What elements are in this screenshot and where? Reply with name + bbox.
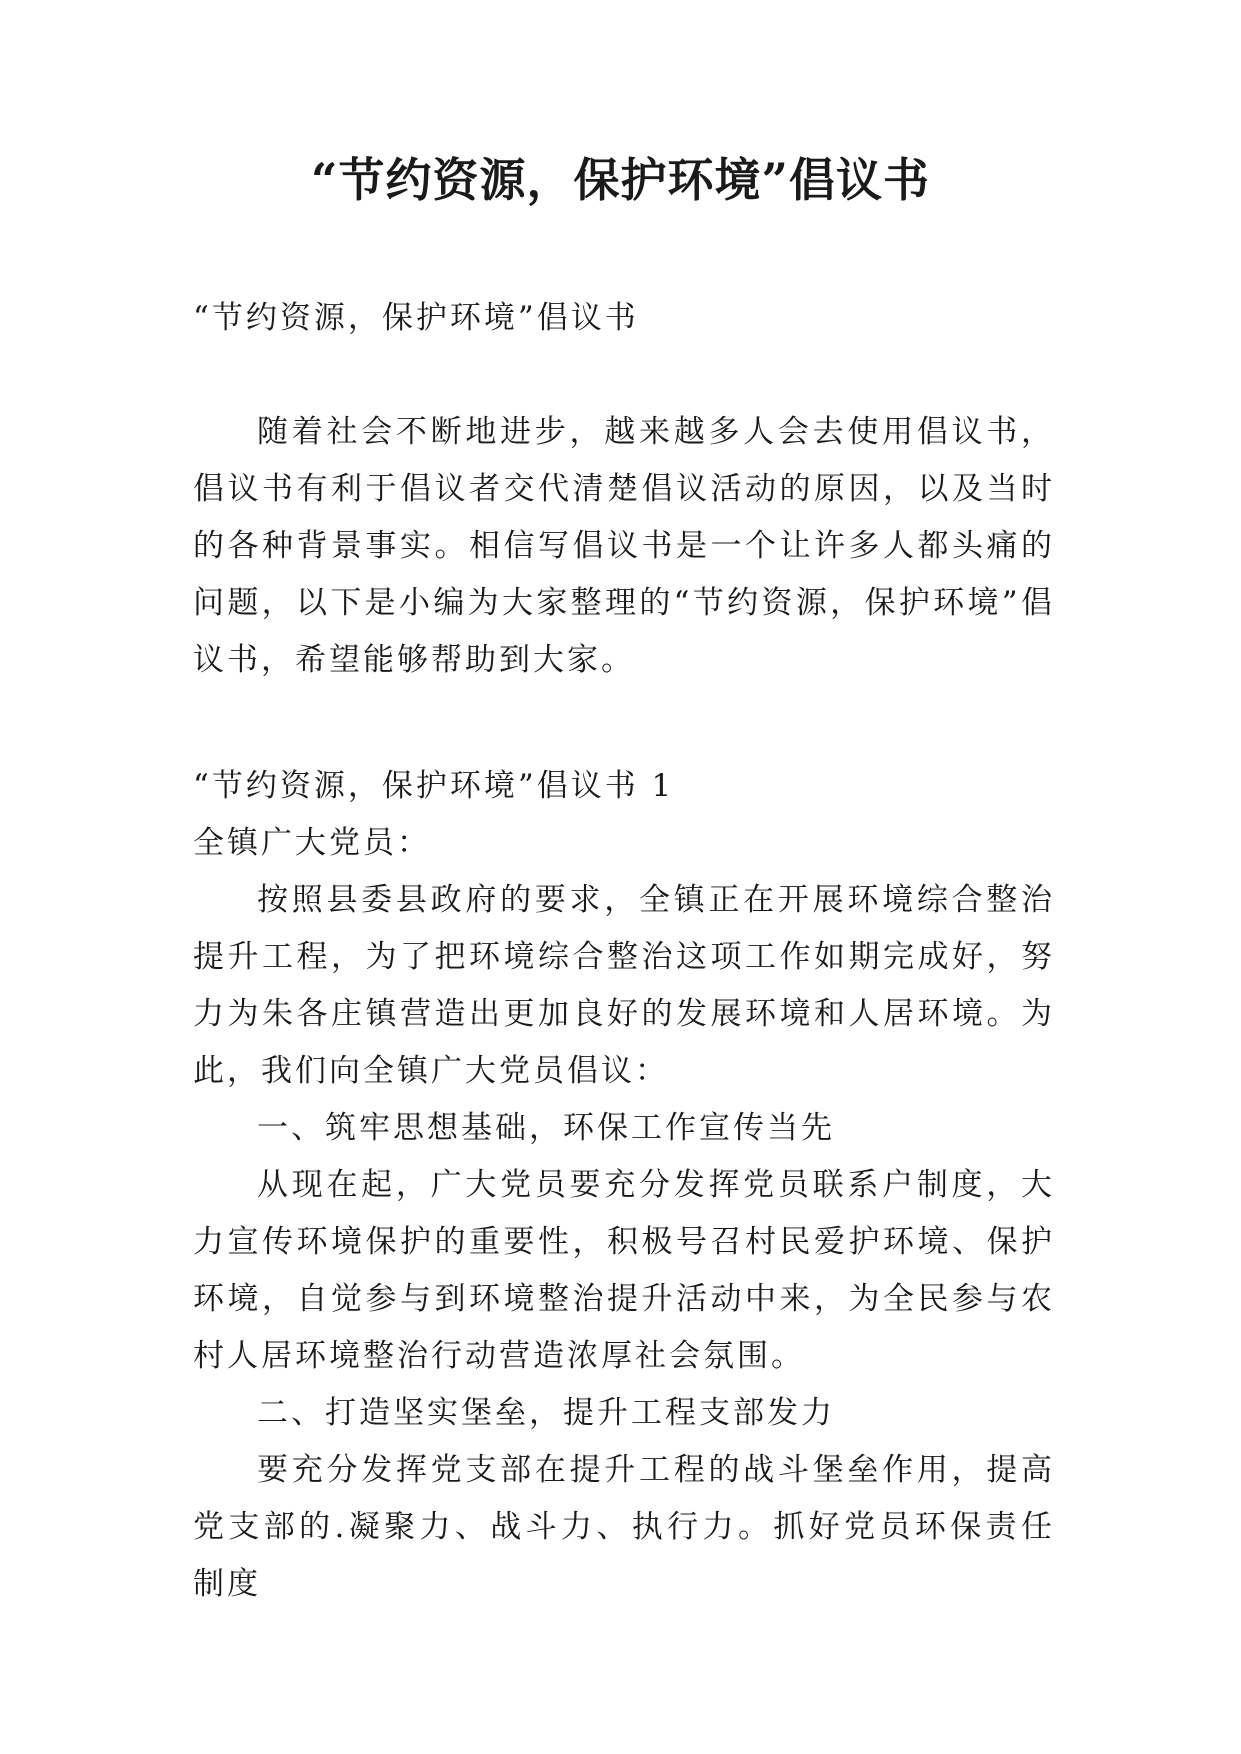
section-1	[193, 758, 1055, 1613]
salutation: 全镇广大党员：	[193, 825, 431, 861]
document-subtitle	[193, 290, 1055, 347]
point-1-text: 从现在起，广大党员要充分发挥党员联系户制度，大力宣传环境保护的重要性，积极号召村民爱护环境、保护环境，自觉参与到环境整治提升活动中来，为全民参与农村人居环境整治行动营造浓厚社会氛围。	[193, 1167, 1055, 1374]
intro-paragraph	[193, 404, 1055, 689]
section-1-heading: “节约资源，保护环境”倡议书 1	[193, 768, 675, 804]
point-2-text: 要充分发挥党支部在提升工程的战斗堡垒作用，提高党支部的.凝聚力、战斗力、执行力。抓好党员环保责任制度	[193, 1452, 1055, 1602]
point-1-heading: 一、筑牢思想基础，环保工作宣传当先	[257, 1110, 835, 1146]
document-title: “节约资源，保护环境”倡议书	[311, 153, 930, 207]
section-1-paragraph-1: 按照县委县政府的要求，全镇正在开展环境综合整治提升工程，为了把环境综合整治这项工作如期完成好，努力为朱各庄镇营造出更加良好的发展环境和人居环境。为此，我们向全镇广大党员倡议：	[193, 882, 1055, 1089]
point-2-heading: 二、打造坚实堡垒，提升工程支部发力	[257, 1395, 835, 1431]
subtitle-text: “节约资源，保护环境”倡议书	[193, 300, 639, 336]
intro-text: 随着社会不断地进步，越来越多人会去使用倡议书，倡议书有利于倡议者交代清楚倡议活动的原因，以及当时的各种背景事实。相信写倡议书是一个让许多人都头痛的问题，以下是小编为大家整理的“节约资源，保护环境”倡议书，希望能够帮助到大家。	[193, 414, 1055, 678]
